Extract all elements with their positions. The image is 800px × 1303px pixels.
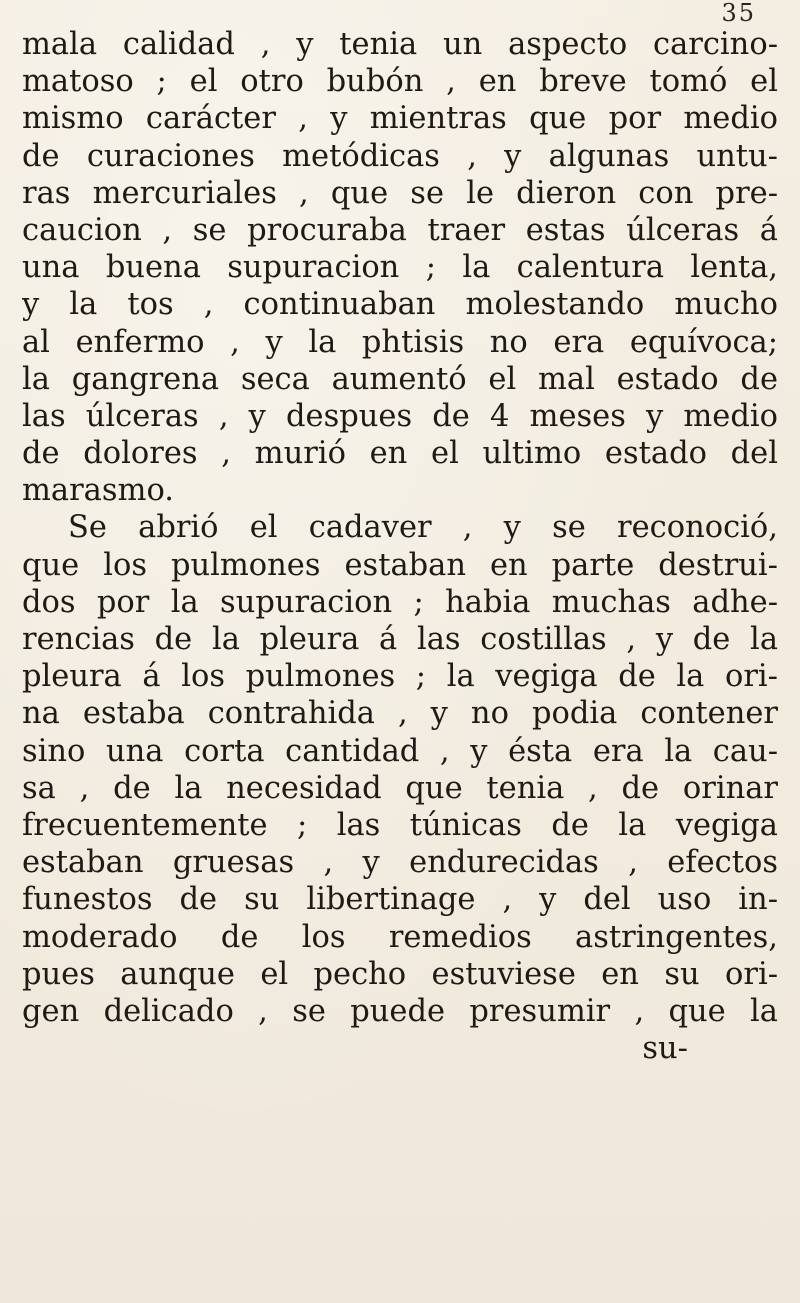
text-line: dos por la supuracion ; habia muchas adhe- bbox=[22, 584, 778, 620]
text-line: mismo carácter , y mientras que por medio bbox=[22, 101, 778, 137]
text-line: y la tos , continuaban molestando mucho bbox=[22, 287, 778, 323]
text-line: de curaciones metódicas , y algunas untu- bbox=[22, 138, 778, 174]
text-line: frecuentemente ; las túnicas de la vegiga bbox=[22, 807, 778, 843]
text-line: que los pulmones estaban en parte destrui- bbox=[22, 547, 778, 583]
text-line: funestos de su libertinage , y del uso in- bbox=[22, 882, 778, 918]
text-line: mala calidad , y tenia un aspecto carcino- bbox=[22, 27, 778, 62]
text-line: rencias de la pleura á las costillas , y de la bbox=[22, 622, 778, 657]
text-line: las úlceras , y despues de 4 meses y medio bbox=[22, 398, 778, 434]
text-line: sa , de la necesidad que tenia , de orinar bbox=[22, 770, 778, 806]
text-line: pues aunque el pecho estuviese en su ori- bbox=[22, 956, 778, 992]
text-line: caucion , se procuraba traer estas úlceras á bbox=[22, 212, 778, 248]
catchword: su- bbox=[642, 1031, 688, 1067]
text-line: pleura á los pulmones ; la vegiga de la ori- bbox=[22, 659, 778, 695]
text-line: matoso ; el otro bubón , en breve tomó el bbox=[22, 64, 778, 100]
text-line: sino una corta cantidad , y ésta era la cau- bbox=[22, 733, 778, 769]
paragraph-start-line: Se abrió el cadaver , y se reconoció, bbox=[68, 510, 778, 546]
paragraph-end-line: marasmo. bbox=[22, 473, 174, 509]
text-line: ras mercuriales , que se le dieron con pre- bbox=[22, 175, 778, 211]
page-number: 35 bbox=[721, 0, 756, 27]
text-line: moderado de los remedios astringentes, bbox=[22, 919, 778, 955]
text-line: de dolores , murió en el ultimo estado del bbox=[22, 436, 778, 472]
body-text bbox=[22, 26, 778, 1067]
text-line: estaban gruesas , y endurecidas , efectos bbox=[22, 845, 778, 881]
text-line: al enfermo , y la phtisis no era equívoca; bbox=[22, 324, 778, 360]
text-line: una buena supuracion ; la calentura lenta, bbox=[22, 250, 778, 286]
text-line: la gangrena seca aumentó el mal estado de bbox=[22, 361, 778, 397]
text-line: na estaba contrahida , y no podia contener bbox=[22, 696, 778, 732]
text-line: gen delicado , se puede presumir , que la bbox=[22, 993, 778, 1029]
